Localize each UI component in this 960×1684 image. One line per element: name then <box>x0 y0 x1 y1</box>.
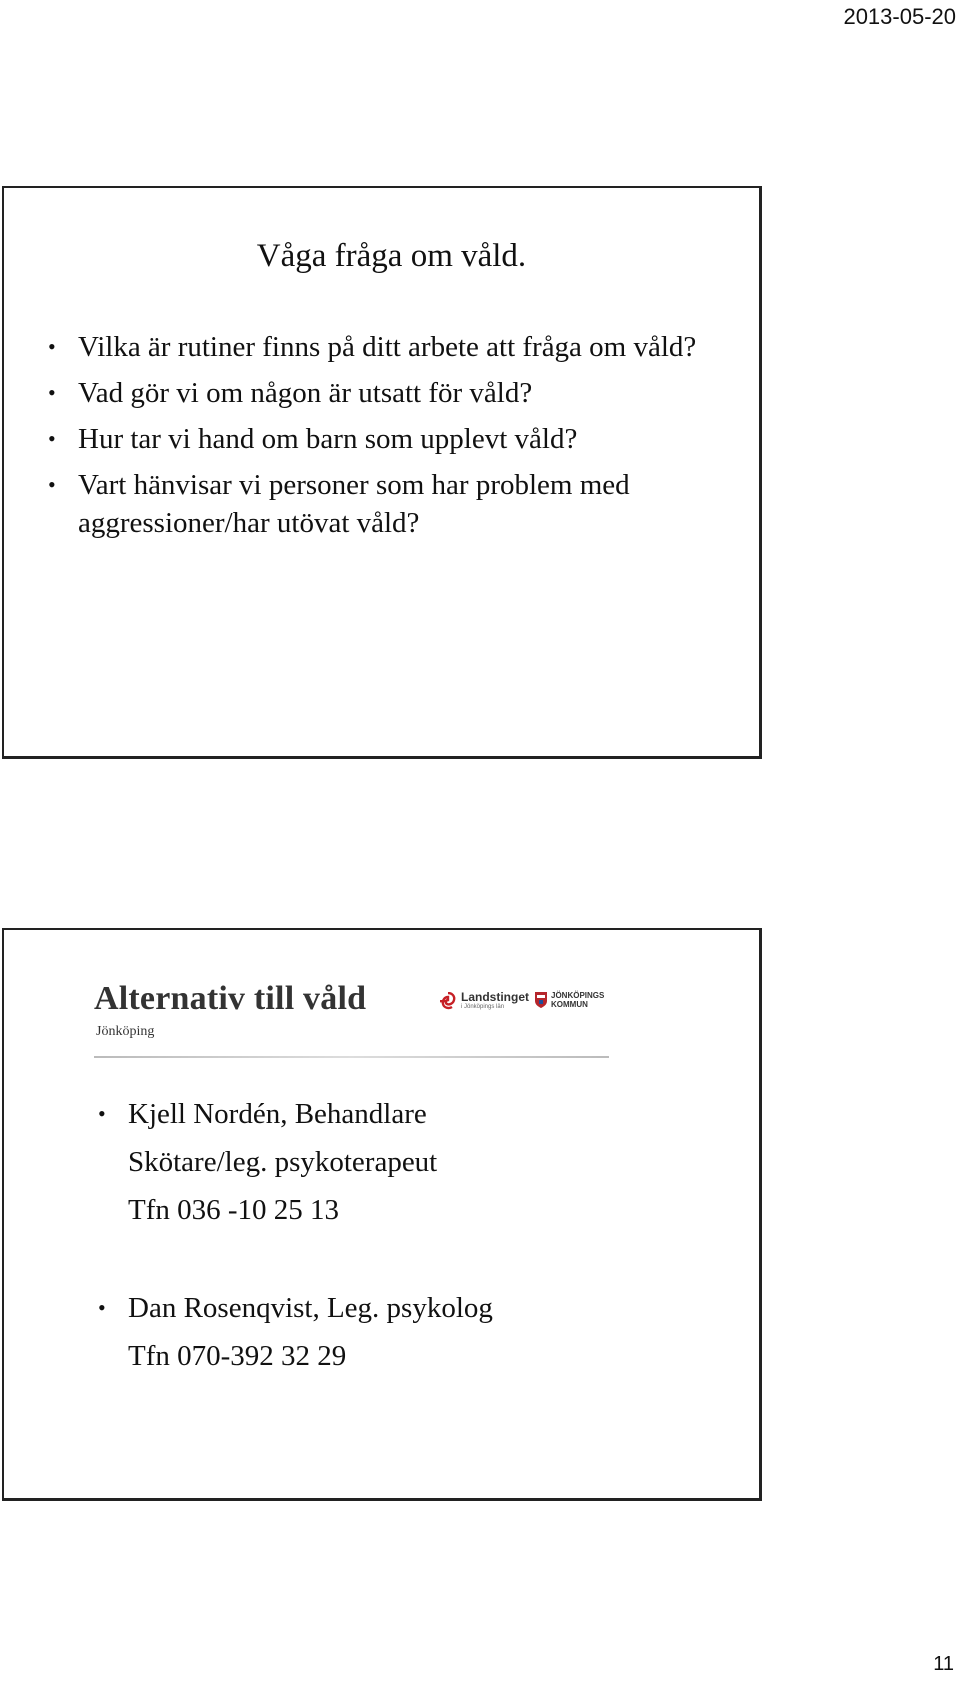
landstinget-label: Landstinget <box>461 990 529 1004</box>
contact-name: Dan Rosenqvist, Leg. psykolog <box>128 1292 493 1324</box>
list-item <box>44 466 734 542</box>
landstinget-sub-label: i Jönköpings län <box>461 1004 505 1010</box>
bullet-icon: • <box>48 334 56 359</box>
list-item <box>94 1284 734 1380</box>
logo-divider <box>94 1056 609 1058</box>
kommun-label <box>551 991 604 1009</box>
logo-subtitle: Jönköping <box>96 1024 155 1039</box>
logo-banner <box>94 980 609 1040</box>
slide-2 <box>2 928 762 1501</box>
bullet-icon: • <box>98 1101 106 1126</box>
slide-title: Våga fråga om våld. <box>256 238 527 274</box>
bullet-list <box>44 328 734 550</box>
bullet-icon: • <box>48 426 56 451</box>
bullet-icon: • <box>48 380 56 405</box>
page-date: 2013-05-20 <box>843 4 956 29</box>
list-item <box>44 328 734 366</box>
bullet-icon: • <box>48 472 56 497</box>
kommun-shield-icon <box>535 992 547 1008</box>
contact-name: Kjell Nordén, Behandlare <box>128 1098 427 1130</box>
bullet-icon: • <box>98 1295 106 1320</box>
list-item <box>94 1090 734 1234</box>
list-item <box>44 374 734 412</box>
page-number: 11 <box>933 1653 954 1675</box>
landstinget-logo-icon <box>439 992 457 1010</box>
slide-1 <box>2 186 762 759</box>
logo-title: Alternativ till våld <box>94 980 367 1017</box>
contact-phone: Tfn 070-392 32 29 <box>128 1340 347 1372</box>
contact-role: Skötare/leg. psykoterapeut <box>128 1146 438 1178</box>
kommun-label-line2: KOMMUN <box>551 1000 588 1009</box>
bullet-text: Vad gör vi om någon är utsatt för våld? <box>78 377 533 409</box>
bullet-text: Hur tar vi hand om barn som upplevt våld? <box>78 423 578 455</box>
bullet-text: Vilka är rutiner finns på ditt arbete att fråga om våld? <box>78 331 697 363</box>
bullet-text: Vart hänvisar vi personer som har problem med aggressioner/har utövat våld? <box>78 469 630 539</box>
contact-list <box>94 1090 734 1430</box>
kommun-label-line1: JÖNKÖPINGS <box>551 991 605 1000</box>
contact-phone: Tfn 036 -10 25 13 <box>128 1194 340 1226</box>
partner-logos <box>439 990 609 1020</box>
list-item <box>44 420 734 458</box>
